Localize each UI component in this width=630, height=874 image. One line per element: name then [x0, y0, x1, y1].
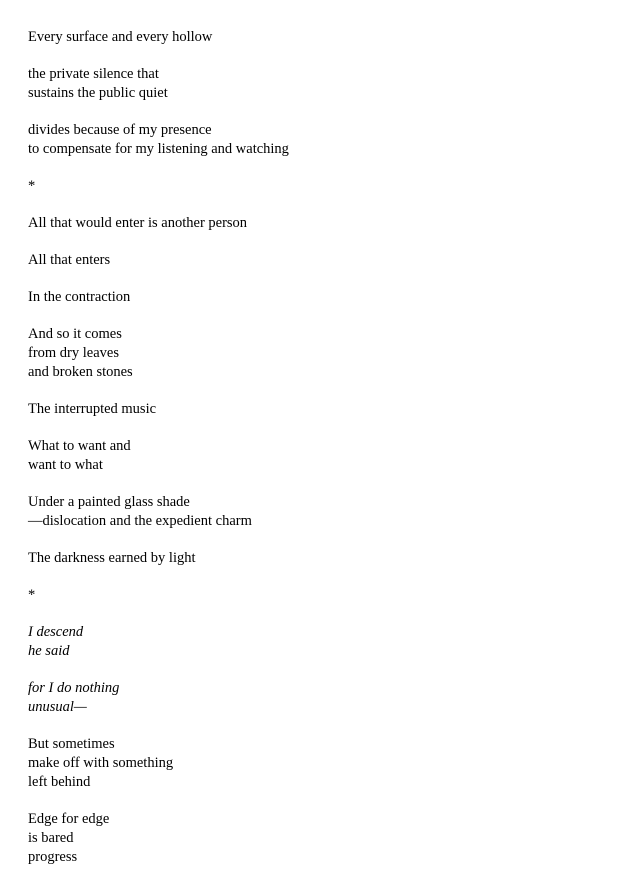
stanza-gap [28, 382, 608, 400]
stanza [28, 28, 608, 47]
stanza [28, 679, 608, 717]
poem-line: All that enters [28, 252, 111, 268]
stanza [28, 214, 608, 233]
stanza [28, 177, 608, 196]
stanza [28, 288, 608, 307]
poem-line: to compensate for my listening and watching [28, 141, 289, 157]
stanza-gap [28, 419, 608, 437]
stanza-gap [28, 307, 608, 325]
section-separator: * [28, 587, 36, 603]
poem-line: for I do nothing [28, 680, 120, 696]
stanza [28, 735, 608, 792]
stanza-gap [28, 159, 608, 177]
poem-line: divides because of my presence [28, 122, 212, 138]
poem-line: Edge for edge [28, 811, 110, 827]
poem-line: —dislocation and the expedient charm [28, 513, 252, 529]
poem-line: And so it comes [28, 326, 122, 342]
poem-line: from dry leaves [28, 345, 119, 361]
poem-line: progress [28, 849, 78, 865]
section-separator: * [28, 178, 36, 194]
poem-line: The interrupted music [28, 401, 157, 417]
poem-text [28, 28, 608, 867]
stanza [28, 65, 608, 103]
stanza-gap [28, 792, 608, 810]
stanza-gap [28, 531, 608, 549]
poem-line: he said [28, 643, 70, 659]
stanza-gap [28, 233, 608, 251]
stanza-gap [28, 196, 608, 214]
stanza [28, 623, 608, 661]
stanza-gap [28, 605, 608, 623]
stanza-gap [28, 568, 608, 586]
stanza [28, 251, 608, 270]
poem-line: What to want and [28, 438, 131, 454]
poem-line: want to what [28, 457, 103, 473]
stanza [28, 325, 608, 382]
poem-line: the private silence that [28, 66, 159, 82]
poem-line: is bared [28, 830, 74, 846]
poem-line: sustains the public quiet [28, 85, 168, 101]
stanza-gap [28, 475, 608, 493]
poem-line: All that would enter is another person [28, 215, 248, 231]
poem-line: Every surface and every hollow [28, 29, 213, 45]
stanza-gap [28, 270, 608, 288]
poem-line: and broken stones [28, 364, 133, 380]
poem-line: I descend [28, 624, 84, 640]
poem-line: But sometimes [28, 736, 115, 752]
poem-line: left behind [28, 774, 91, 790]
stanza-gap [28, 717, 608, 735]
poem-line: make off with something [28, 755, 174, 771]
stanza [28, 493, 608, 531]
stanza [28, 400, 608, 419]
poem-line: Under a painted glass shade [28, 494, 190, 510]
stanza-gap [28, 661, 608, 679]
stanza [28, 121, 608, 159]
stanza [28, 810, 608, 867]
poem-line: unusual— [28, 699, 87, 715]
stanza-gap [28, 103, 608, 121]
stanza [28, 586, 608, 605]
stanza-gap [28, 47, 608, 65]
poem-line: In the contraction [28, 289, 131, 305]
poem-line: The darkness earned by light [28, 550, 196, 566]
stanza [28, 437, 608, 475]
stanza [28, 549, 608, 568]
